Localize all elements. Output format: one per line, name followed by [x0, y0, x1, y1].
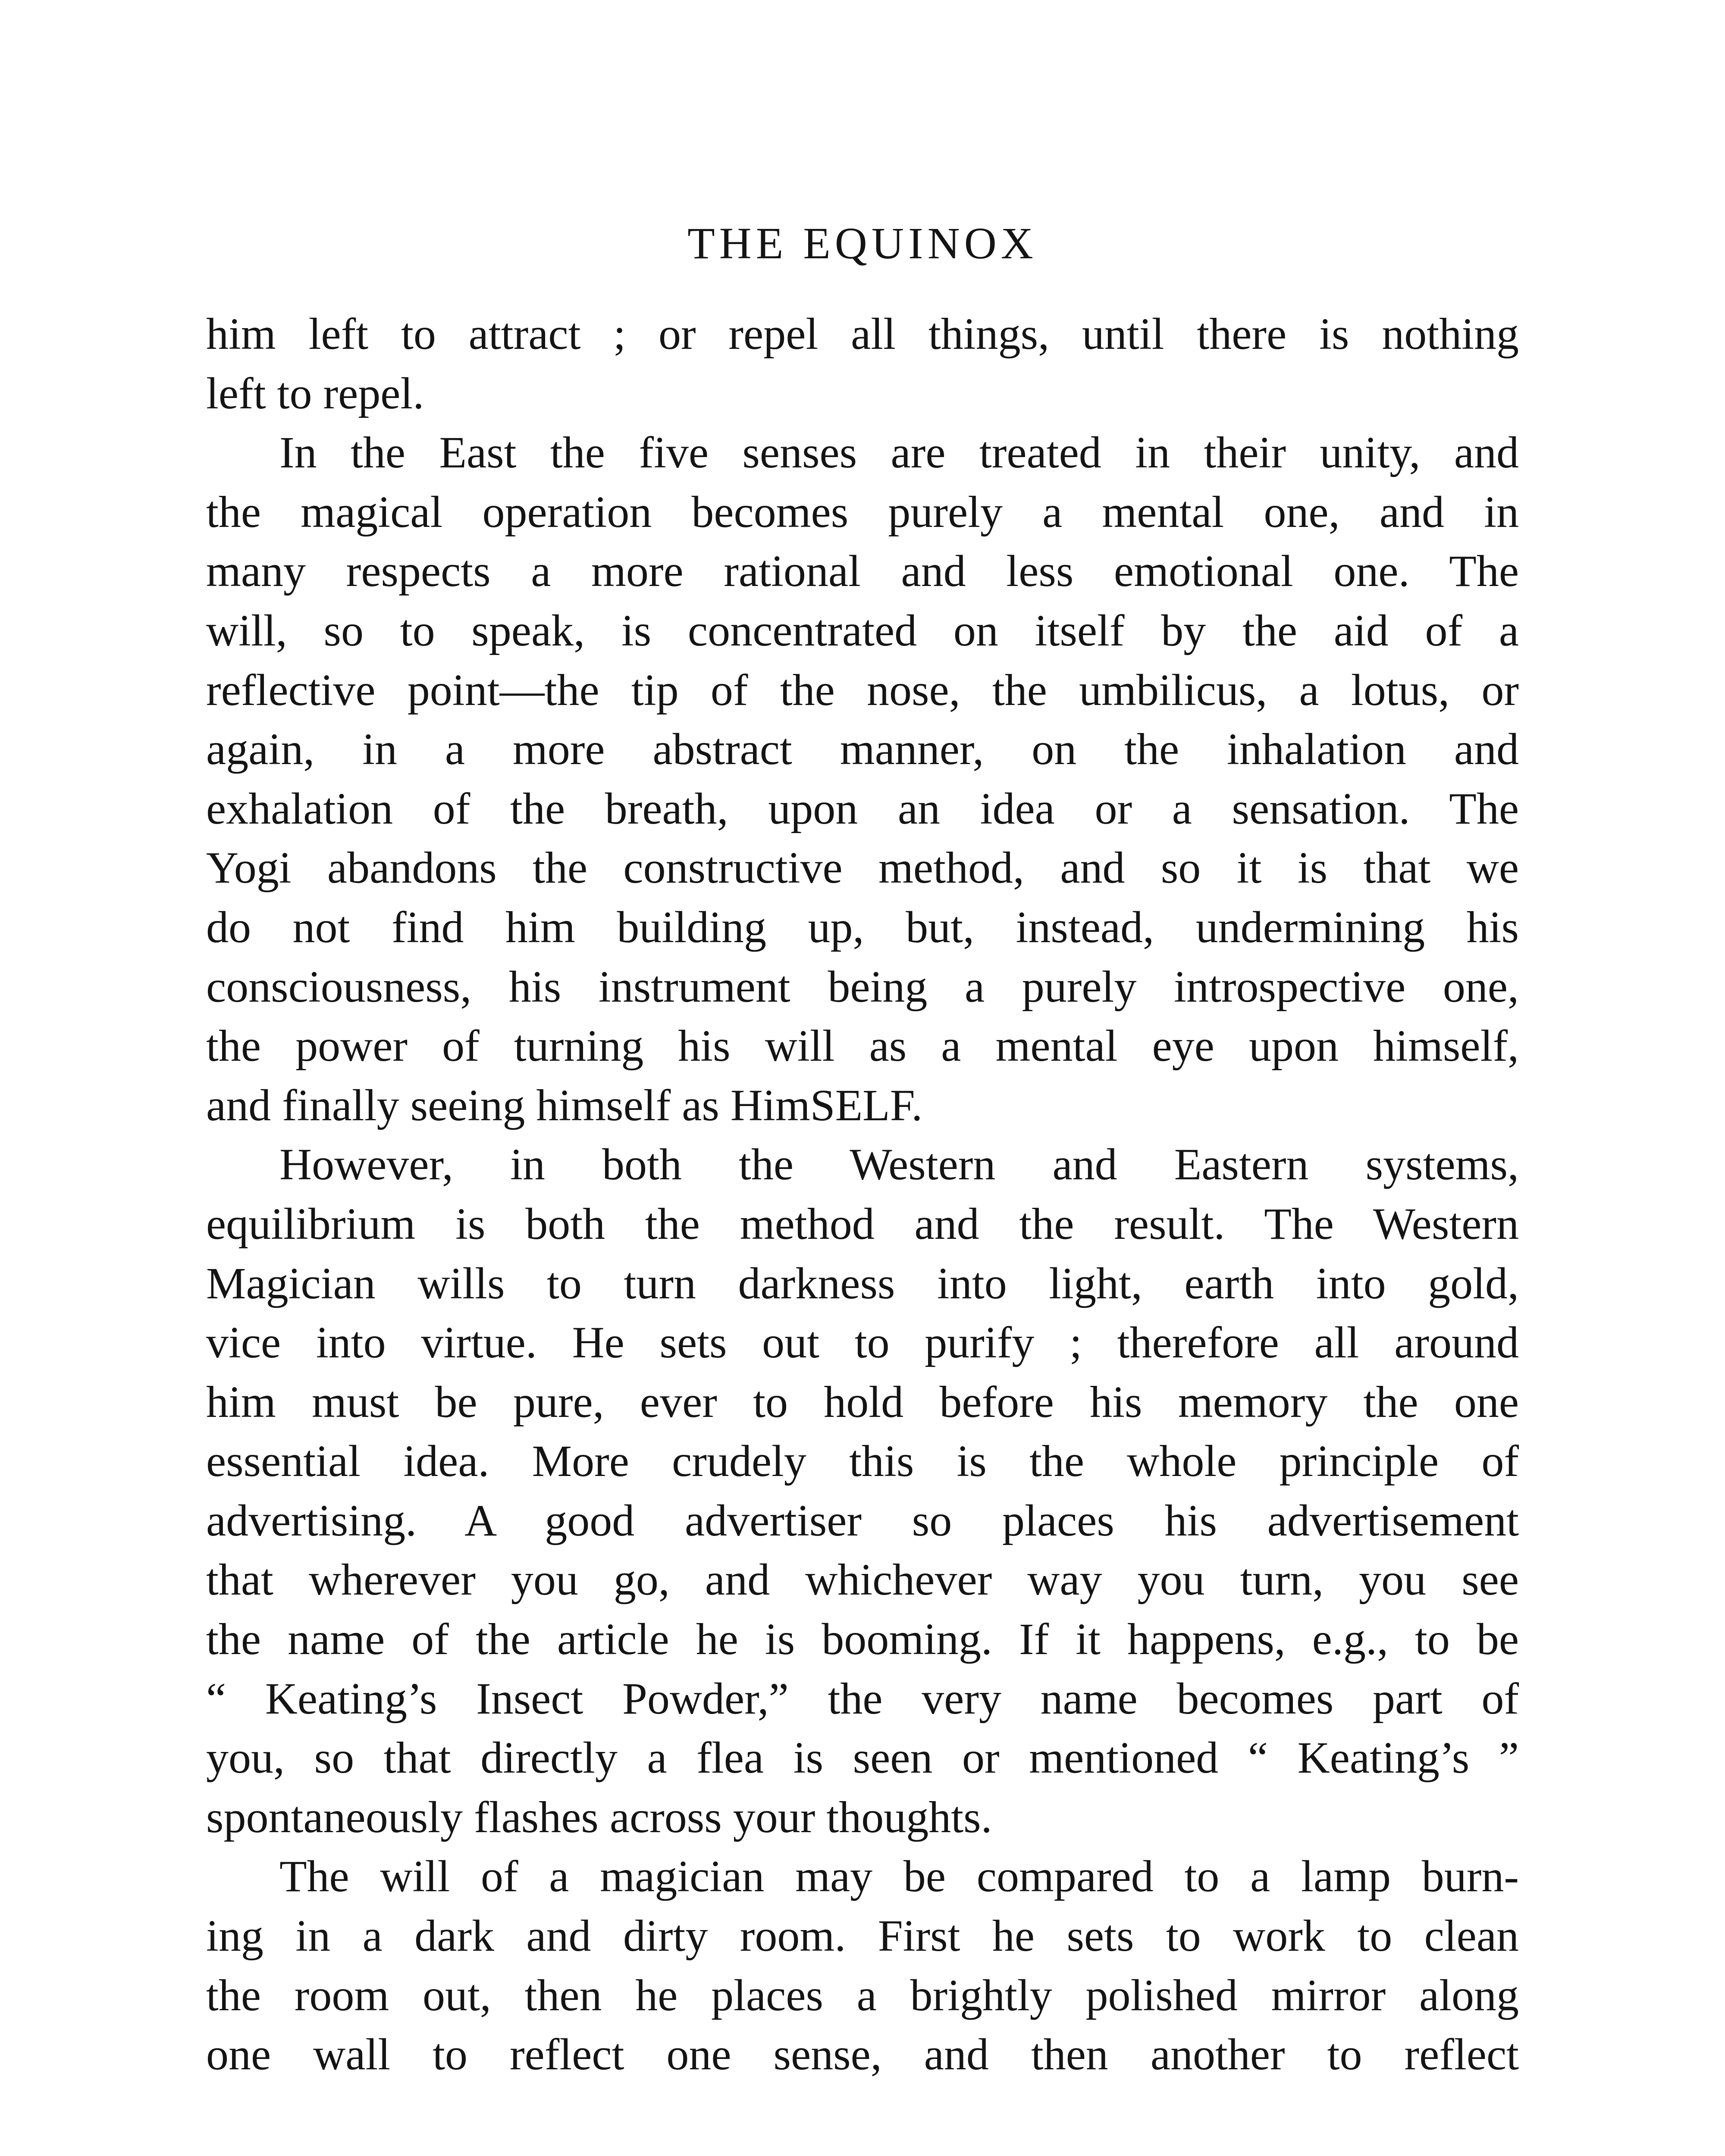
text-line: However, in both the Western and Eastern systems,: [279, 1140, 1519, 1190]
text-line: equilibrium is both the method and the result. The Western: [206, 1199, 1519, 1249]
text-line: “ Keating’s Insect Powder,” the very name becomes part of: [206, 1673, 1519, 1724]
text-line: reflective point—the tip of the nose, the umbilicus, a lotus, or: [206, 665, 1519, 715]
text-line: the magical operation becomes purely a mental one, and in: [206, 487, 1519, 537]
text-line: the room out, then he places a brightly polished mirror along: [206, 1970, 1519, 2020]
text-line: him must be pure, ever to hold before his memory the one: [206, 1377, 1519, 1427]
text-line: ing in a dark and dirty room. First he sets to work to clean: [206, 1911, 1519, 1961]
text-line: consciousness, his instrument being a purely introspective one,: [206, 962, 1519, 1012]
text-line: the name of the article he is booming. If it happens, e.g., to be: [206, 1614, 1519, 1664]
text-line: that wherever you go, and whichever way you turn, you see: [206, 1555, 1519, 1605]
text-line: Yogi abandons the constructive method, and so it is that we: [206, 843, 1519, 893]
text-line: will, so to speak, is concentrated on itself by the aid of a: [206, 605, 1519, 655]
text-line: advertising. A good advertiser so places his advertisement: [206, 1495, 1519, 1545]
text-line: exhalation of the breath, upon an idea or a sensation. The: [206, 783, 1519, 834]
text-line: vice into virtue. He sets out to purify ; therefore all around: [206, 1318, 1519, 1368]
text-line: In the East the five senses are treated in their unity, and: [279, 428, 1519, 478]
text-line: the power of turning his will as a mental eye upon himself,: [206, 1021, 1519, 1071]
text-line: do not find him building up, but, instead, undermining his: [206, 902, 1519, 952]
text-line: you, so that directly a flea is seen or mentioned “ Keating’s ”: [206, 1733, 1519, 1783]
text-line: again, in a more abstract manner, on the inhalation and: [206, 724, 1519, 774]
text-line: The will of a magician may be compared to a lamp burn-: [279, 1852, 1519, 1902]
text-line: spontaneously flashes across your thoughts.: [206, 1792, 992, 1842]
text-line: and finally seeing himself as HimSELF.: [206, 1080, 923, 1130]
text-line: Magician wills to turn darkness into light, earth into gold,: [206, 1258, 1519, 1308]
text-line: left to repel.: [206, 368, 424, 418]
text-line: many respects a more rational and less emotional one. The: [206, 546, 1519, 596]
text-line: essential idea. More crudely this is the whole principle of: [206, 1436, 1519, 1486]
text-line: one wall to reflect one sense, and then another to reflect: [206, 2030, 1519, 2080]
text-line: him left to attract ; or repel all things, until there is nothing: [206, 309, 1519, 359]
running-title: THE EQUINOX: [687, 219, 1038, 268]
body-text: [206, 304, 1519, 2084]
